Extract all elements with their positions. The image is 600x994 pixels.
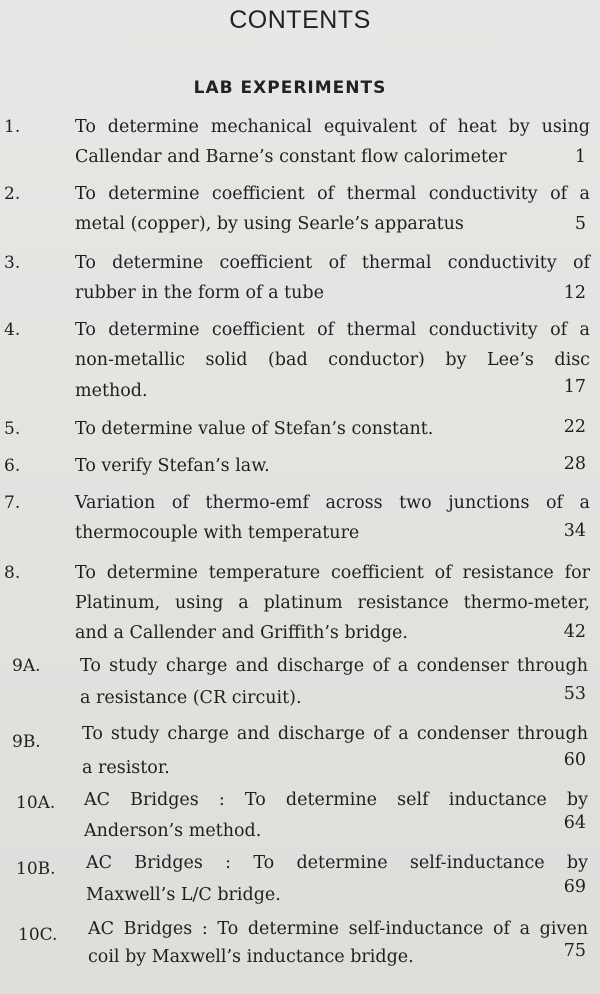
entry-title-line: AC Bridges : To determine self-inductance by	[86, 853, 588, 873]
entry-number: 10C.	[18, 925, 58, 945]
entry-title-line: To determine coefficient of thermal conductivity of a	[75, 320, 590, 340]
entry-title-line: To determine mechanical equivalent of heat by using	[75, 117, 590, 137]
entry-title-line: a resistance (CR circuit).	[80, 688, 302, 708]
entry-number: 10A.	[16, 793, 56, 813]
entry-title-line: AC Bridges : To determine self-inductance of a given	[88, 919, 588, 939]
entry-page-number: 60	[563, 750, 586, 770]
page-title: CONTENTS	[229, 6, 371, 34]
entry-title-line: To study charge and discharge of a condenser through	[80, 656, 588, 676]
entry-title-line: To study charge and discharge of a condenser through	[82, 724, 588, 744]
entry-title-line: To determine coefficient of thermal conductivity of	[75, 253, 590, 273]
entry-title-line: coil by Maxwell’s inductance bridge.	[88, 947, 414, 967]
entry-title-line: To determine temperature coefficient of resistance for	[75, 563, 590, 583]
entry-title-line: rubber in the form of a tube	[75, 283, 324, 303]
entry-page-number: 64	[563, 813, 586, 833]
entry-title-line: AC Bridges : To determine self inductance by	[84, 790, 588, 810]
entry-number: 2.	[4, 184, 21, 204]
entry-number: 3.	[4, 253, 21, 273]
entry-page-number: 12	[563, 283, 586, 303]
entry-title-line: method.	[75, 381, 148, 401]
entry-number: 10B.	[16, 859, 56, 879]
entry-number: 8.	[4, 563, 21, 583]
entry-page-number: 17	[563, 377, 586, 397]
entry-number: 9A.	[12, 656, 41, 676]
entry-title-line: To determine coefficient of thermal conductivity of a	[75, 184, 590, 204]
entry-page-number: 53	[563, 684, 586, 704]
entry-title-line: Maxwell’s L/C bridge.	[86, 885, 281, 905]
entry-number: 5.	[4, 419, 21, 439]
entry-title-line: To verify Stefan’s law.	[75, 456, 270, 476]
entry-number: 1.	[4, 117, 21, 137]
entry-title-line: and a Callender and Griffith’s bridge.	[75, 623, 408, 643]
entry-page-number: 5	[574, 214, 586, 234]
entry-page-number: 22	[563, 417, 586, 437]
entry-title-line: Variation of thermo-emf across two junctions of a	[75, 493, 590, 513]
entry-page-number: 34	[563, 521, 586, 541]
entry-title-line: non-metallic solid (bad conductor) by Lee’s disc	[75, 350, 590, 370]
section-heading: LAB EXPERIMENTS	[193, 78, 387, 98]
entry-number: 7.	[4, 493, 21, 513]
entry-number: 9B.	[12, 732, 41, 752]
entry-title-line: metal (copper), by using Searle’s apparatus	[75, 214, 464, 234]
entry-title-line: Anderson’s method.	[84, 821, 262, 841]
entry-title-line: Callendar and Barne’s constant flow calorimeter	[75, 147, 507, 167]
entry-page-number: 75	[563, 941, 586, 961]
entry-page-number: 1	[574, 147, 586, 167]
entry-title-line: Platinum, using a platinum resistance thermo-meter,	[75, 593, 590, 613]
entry-number: 4.	[4, 320, 21, 340]
entry-page-number: 28	[563, 454, 586, 474]
entry-page-number: 69	[563, 877, 586, 897]
entry-title-line: thermocouple with temperature	[75, 523, 360, 543]
entry-page-number: 42	[563, 622, 586, 642]
entry-number: 6.	[4, 456, 21, 476]
entry-title-line: a resistor.	[82, 758, 170, 778]
entry-title-line: To determine value of Stefan’s constant.	[75, 419, 434, 439]
